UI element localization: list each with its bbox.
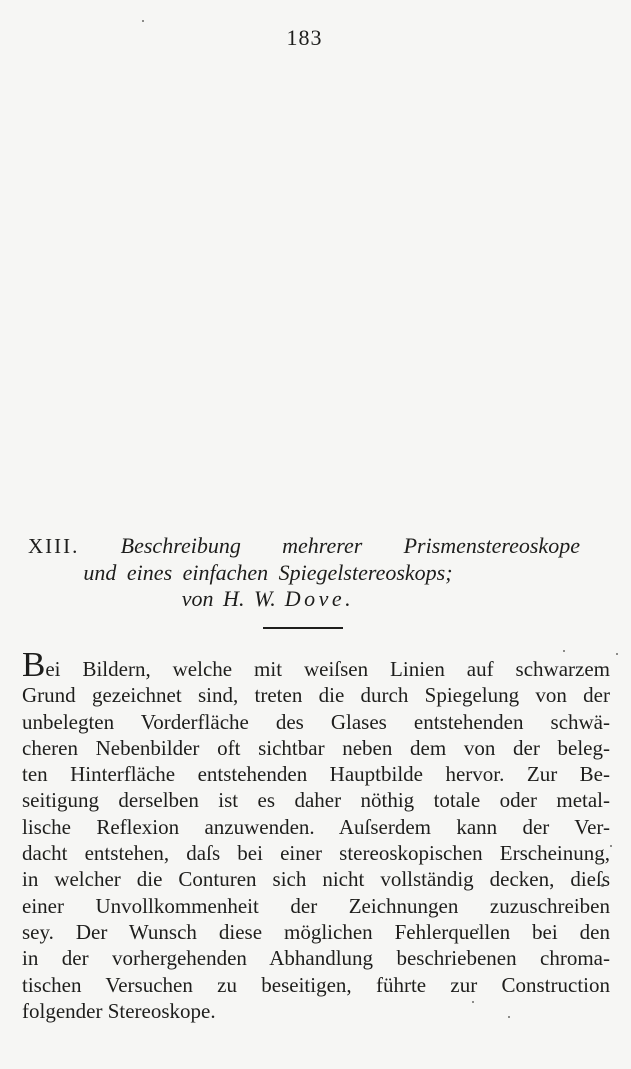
title-word: mehrerer <box>282 533 363 558</box>
text-line: folgender Stereoskope. <box>22 998 216 1023</box>
scan-speck <box>142 20 144 22</box>
page-number: 183 <box>286 25 323 50</box>
section-numeral: XIII. <box>28 534 80 558</box>
text-line: lische Reflexion anzuwenden. Auſserdem kann der Ver- <box>22 814 610 839</box>
text-line: tischen Versuchen zu beseitigen, führte zur Construction <box>22 972 610 997</box>
text-line: in der vorhergehenden Abhandlung beschriebenen chroma- <box>22 946 610 971</box>
text-line: dacht entstehen, daſs bei einer stereoskopischen Erscheinung, <box>22 841 610 866</box>
text-line: ten Hinterfläche entstehenden Hauptbilde hervor. Zur Be- <box>22 762 610 787</box>
title-line-2: und eines einfachen Spiegelstereoskops; <box>83 559 453 585</box>
drop-cap: B <box>22 645 46 684</box>
text-line: Grund gezeichnet sind, treten die durch Spiegelung von der <box>22 683 610 708</box>
title-word: Prismenstereoskope <box>403 533 580 558</box>
text-line <box>22 645 610 684</box>
text-line: einer Unvollkommenheit der Zeichnungen zuzuschreiben <box>22 893 610 918</box>
article-title-block <box>22 533 610 629</box>
text-line: seitigung derselben ist es daher nöthig totale oder metal- <box>22 788 610 813</box>
text-line: sey. Der Wunsch diese möglichen Fehlerquellen bei den <box>22 919 610 944</box>
text-line: cheren Nebenbilder oft sichtbar neben dem von der beleg- <box>22 735 610 760</box>
byline-prefix: von H. W. <box>181 586 276 611</box>
title-line-1 <box>28 533 580 560</box>
scan-speck <box>563 650 565 652</box>
text-line-rest: ei Bildern, welche mit weiſsen Linien auf schwarzem <box>45 657 610 681</box>
text-line: in welcher die Conturen sich nicht vollständig decken, dieſs <box>22 867 610 892</box>
scan-speck <box>616 653 618 655</box>
text-line: unbelegten Vorderfläche des Glases entstehenden schwä- <box>22 709 610 734</box>
scan-speck <box>610 845 612 847</box>
title-divider-rule <box>263 627 343 629</box>
author-name: Dove. <box>284 586 355 611</box>
byline <box>22 586 514 613</box>
paragraph <box>22 645 610 1024</box>
title-word: Beschreibung <box>120 533 241 558</box>
